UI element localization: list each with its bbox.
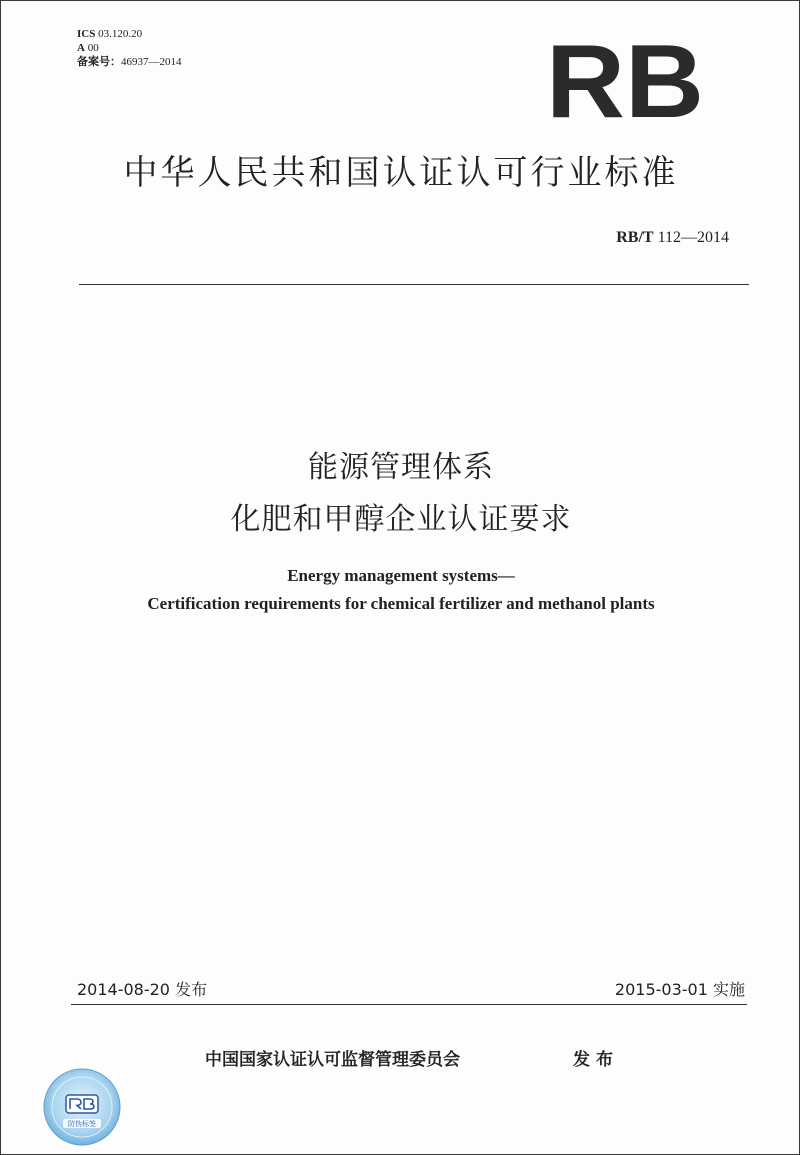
top-divider [79, 284, 749, 285]
ics-value: 03.120.20 [98, 28, 143, 40]
standard-title: 中华人民共和国认证认可行业标准 [123, 153, 679, 193]
record-value: 46937—2014 [121, 56, 182, 68]
english-title-line2: Certification requirements for chemical fertilizer and methanol plants [147, 594, 655, 613]
class-row [77, 41, 182, 55]
rb-logo-text: RB [546, 39, 704, 121]
standard-code [616, 229, 729, 247]
issue-label: 发布 [573, 1050, 619, 1070]
standard-code-number: 112—2014 [657, 229, 729, 246]
ics-label: ICS [77, 28, 96, 40]
classification-block [77, 27, 182, 69]
bottom-divider [71, 1004, 747, 1005]
issuer-name: 中国国家认证认可监督管理委员会 [205, 1050, 460, 1070]
document-title-line2: 化肥和甲醇企业认证要求 [230, 502, 572, 537]
english-title-line1: Energy management systems— [287, 566, 515, 585]
class-label: A [77, 42, 85, 54]
standard-code-prefix: RB/T [616, 229, 654, 246]
record-label: 备案号： [77, 56, 121, 68]
seal-text: 防伪标签 [68, 1120, 96, 1128]
anti-counterfeit-seal-icon [37, 1067, 127, 1147]
implement-date: 2015-03-01 实施 [614, 980, 745, 999]
class-value: 00 [87, 42, 99, 54]
record-row [77, 55, 182, 69]
rb-logo [545, 39, 705, 121]
publish-date: 2014-08-20 发布 [77, 980, 208, 999]
ics-row [77, 27, 182, 41]
document-title-line1: 能源管理体系 [308, 450, 494, 485]
